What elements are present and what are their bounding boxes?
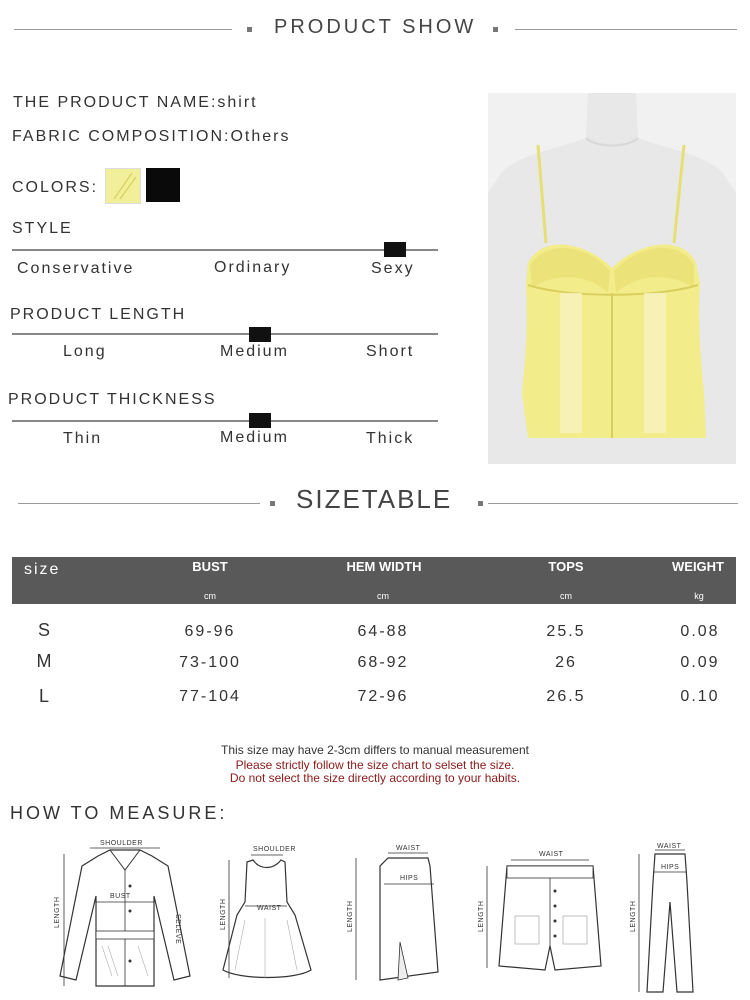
scale-marker-thickness[interactable] [249, 413, 271, 428]
color-swatch-black[interactable] [146, 168, 180, 202]
measure-figure-dress [215, 840, 315, 990]
pants-hips-label: HIPS [661, 864, 680, 871]
col-header-weight: WEIGHT [672, 559, 724, 574]
measure-figure-shirt [50, 836, 200, 994]
scale-option-ordinary: Ordinary [214, 259, 292, 276]
pants-length-label: LENGTH [630, 900, 637, 932]
cell-hem-s: 64-88 [357, 623, 409, 640]
shirt-shoulder-label: SHOULDER [100, 840, 143, 847]
scale-title-thickness: PRODUCT THICKNESS [8, 391, 217, 408]
shorts-waist-label: WAIST [539, 851, 564, 858]
shirt-sleeve-label: SELEVE [174, 914, 181, 945]
header-rule-left [14, 29, 232, 30]
header-square-left [247, 27, 252, 32]
note-measurement: This size may have 2-3cm differs to manual measurement [221, 743, 529, 757]
scale-line-style [12, 249, 438, 251]
section-title-sizetable: SIZETABLE [296, 484, 453, 514]
scale-marker-style[interactable] [384, 242, 406, 257]
unit-tops: cm [560, 591, 572, 601]
measure-figure-pants [625, 842, 705, 997]
note-habits: Do not select the size directly according to your habits. [229, 771, 521, 785]
shirt-bust-label: BUST [110, 893, 131, 900]
cell-weight-m: 0.09 [680, 654, 720, 671]
cell-hem-m: 68-92 [357, 654, 409, 671]
cell-tops-l: 26.5 [546, 688, 586, 705]
scale-title-style: STYLE [12, 220, 73, 237]
dress-length-label: LENGTH [220, 898, 227, 930]
unit-hem-width: cm [377, 591, 389, 601]
measure-figure-skirt [340, 842, 450, 992]
cell-bust-s: 69-96 [184, 623, 236, 640]
sizetable-square-right [478, 501, 483, 506]
sizetable-rule-right [488, 503, 738, 504]
cell-bust-l: 77-104 [179, 688, 241, 705]
note-follow-chart: Please strictly follow the size chart to selset the size. [235, 758, 515, 772]
scale-option-short: Short [366, 343, 415, 360]
scale-option-sexy: Sexy [371, 260, 415, 277]
color-swatch-yellow[interactable] [105, 168, 141, 204]
col-header-size: size [24, 561, 61, 578]
section-title-product-show: PRODUCT SHOW [274, 16, 477, 38]
scale-option-medium-thickness: Medium [220, 429, 289, 446]
scale-option-medium-length: Medium [220, 343, 289, 360]
sizetable-rule-left [18, 503, 260, 504]
dress-shoulder-label: SHOULDER [253, 846, 296, 853]
scale-line-thickness [12, 420, 438, 422]
cell-tops-m: 26 [555, 654, 577, 671]
cell-hem-l: 72-96 [357, 688, 409, 705]
col-header-tops: TOPS [548, 559, 584, 574]
unit-bust: cm [204, 591, 216, 601]
cell-tops-s: 25.5 [546, 623, 586, 640]
scale-option-thick: Thick [366, 430, 415, 447]
colors-label: COLORS: [12, 179, 99, 196]
skirt-hips-label: HIPS [400, 875, 419, 882]
measure-figure-shorts [475, 846, 615, 976]
unit-weight: kg [694, 591, 704, 601]
pants-waist-label: WAIST [657, 843, 682, 850]
cell-size-l: L [38, 686, 51, 706]
cell-size-m: M [36, 651, 54, 671]
fabric-composition: FABRIC COMPOSITION:Others [12, 128, 291, 145]
product-photo [488, 93, 736, 464]
dress-waist-label: WAIST [257, 905, 282, 912]
shorts-length-label: LENGTH [478, 900, 485, 932]
scale-option-thin: Thin [63, 430, 103, 447]
shirt-length-label: LENGTH [54, 896, 61, 928]
col-header-bust: BUST [192, 559, 228, 574]
cell-bust-m: 73-100 [179, 654, 241, 671]
cell-size-s: S [37, 620, 52, 640]
header-rule-right [515, 29, 737, 30]
scale-title-length: PRODUCT LENGTH [10, 306, 187, 323]
sizetable-square-left [270, 501, 275, 506]
scale-marker-length[interactable] [249, 327, 271, 342]
scale-option-long: Long [63, 343, 107, 360]
cell-weight-s: 0.08 [680, 623, 720, 640]
how-to-measure-title: HOW TO MEASURE: [10, 803, 228, 823]
cell-weight-l: 0.10 [680, 688, 720, 705]
skirt-waist-label: WAIST [396, 845, 421, 852]
skirt-length-label: LENGTH [347, 900, 354, 932]
col-header-hem-width: HEM WIDTH [346, 559, 422, 574]
header-square-right [493, 27, 498, 32]
product-name: THE PRODUCT NAME:shirt [13, 94, 258, 111]
fabric-fold-icon [106, 169, 140, 203]
scale-option-conservative: Conservative [17, 260, 135, 277]
scale-line-length [12, 333, 438, 335]
